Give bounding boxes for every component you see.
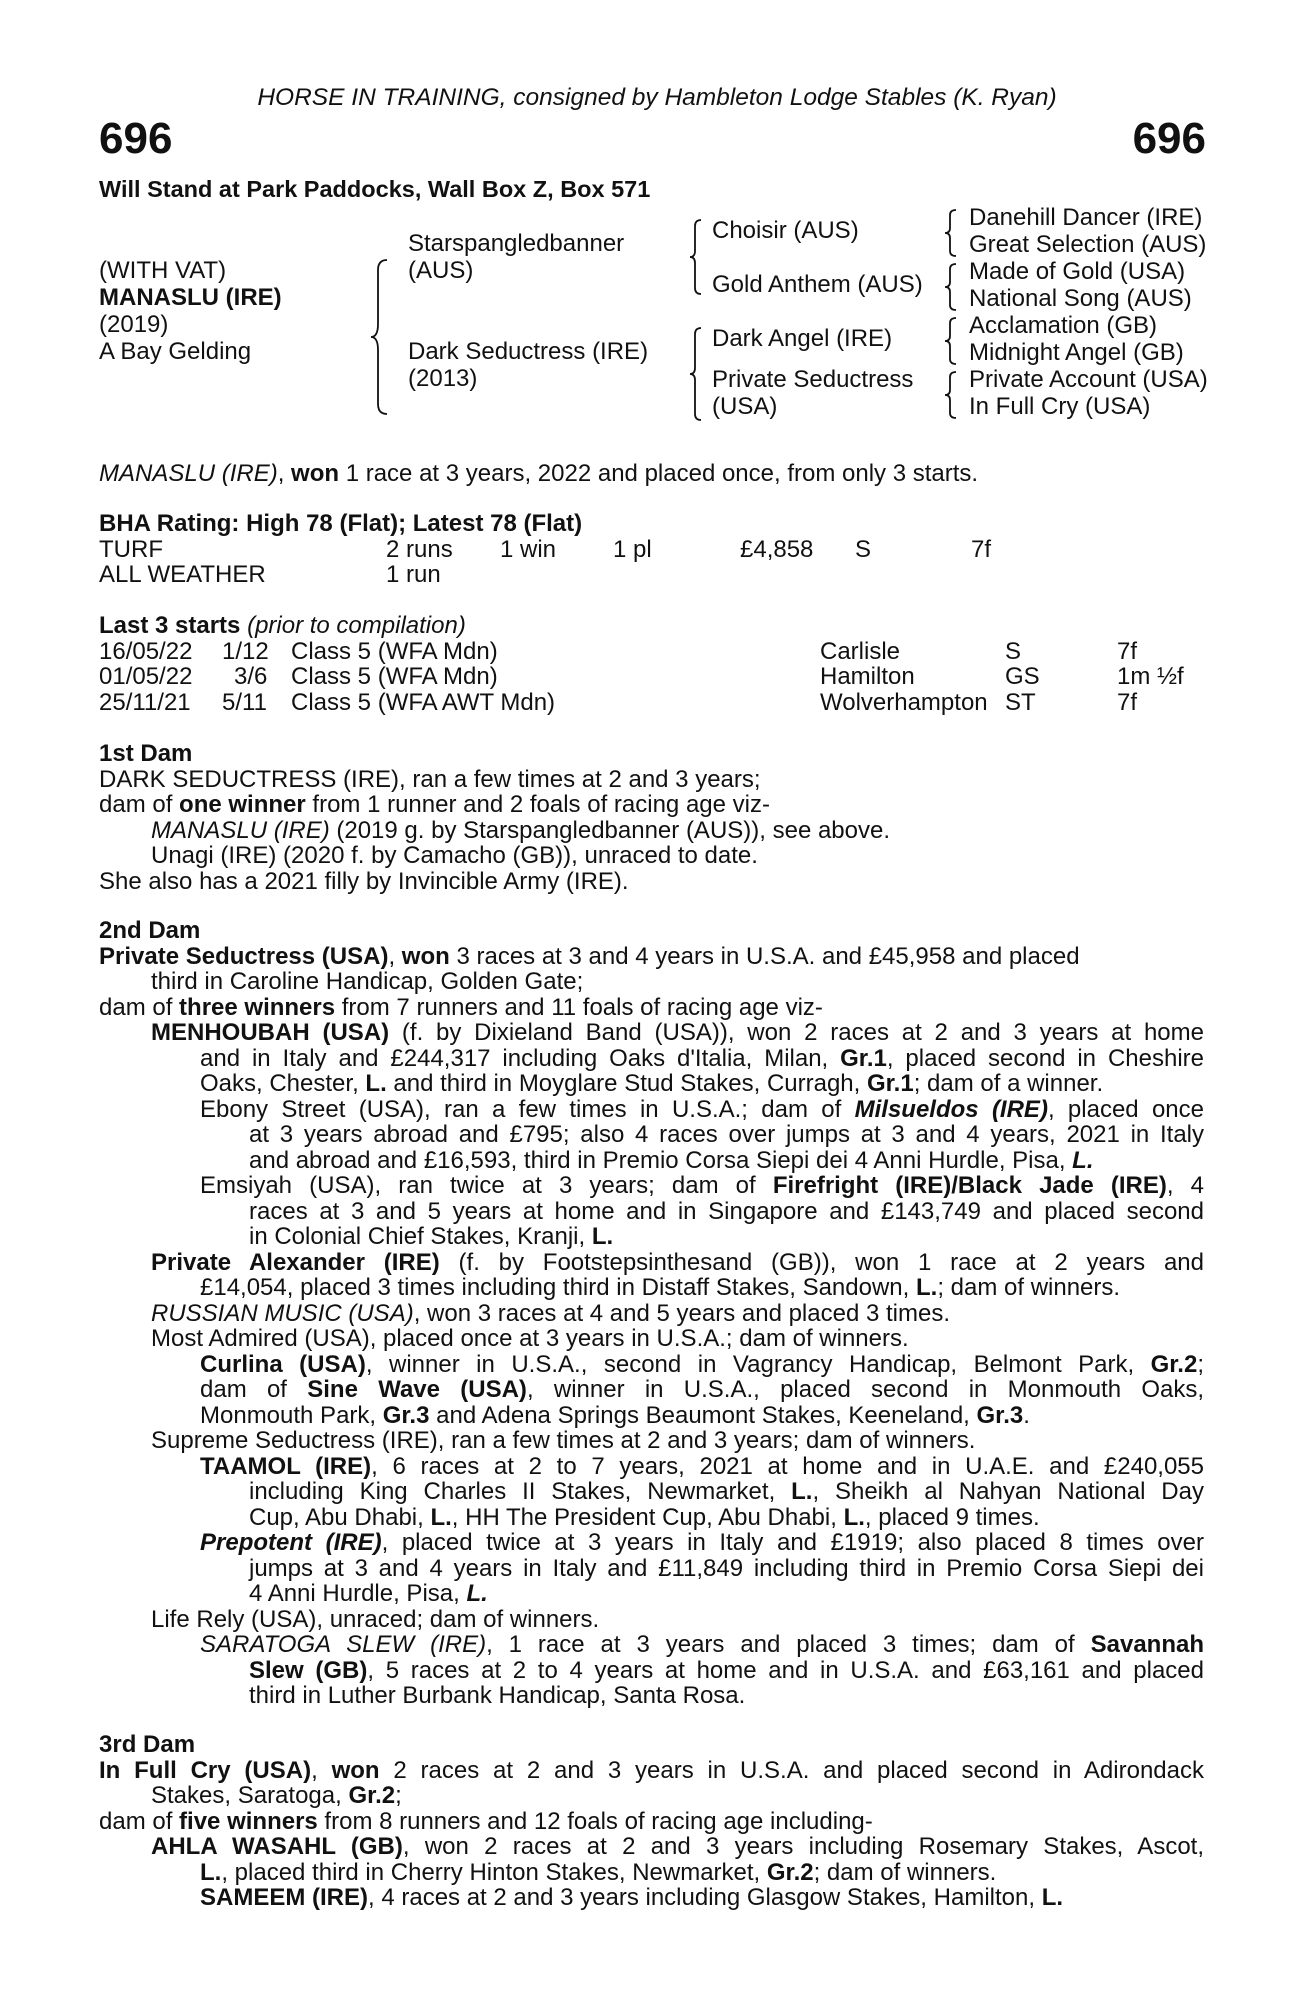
text-line: Oaks, Chester, L. and third in Moyglare Stud Stakes, Curragh, Gr.1; dam of a winner.: [200, 1070, 1104, 1097]
text-line: 1m ½f: [1117, 663, 1184, 690]
text-line: TURF: [99, 535, 163, 563]
text-line: dam of three winners from 7 runners and 11 foals of racing age viz-: [99, 993, 823, 1021]
lot-number-left: 696: [99, 114, 173, 163]
dam-sire: Dark Angel (IRE): [712, 325, 893, 352]
dam-dam-country: (USA): [712, 393, 778, 420]
text-line: MENHOUBAH (USA) (f. by Dixieland Band (USA)), won 2 races at 2 and 3 years at home: [151, 1019, 1204, 1046]
sire-country: (AUS): [408, 257, 474, 284]
text-line: £4,858: [740, 535, 814, 563]
text-line: Hamilton: [820, 663, 915, 690]
text-line: 1 run: [386, 561, 441, 588]
text-line: Private Seductress (USA), won 3 races at 3 and 4 years in U.S.A. and £45,958 and placed: [99, 942, 1080, 970]
last-starts-title: Last 3 starts (prior to compilation): [99, 612, 466, 639]
first-dam-title: 1st Dam: [99, 740, 193, 767]
g3-ancestor: National Song (AUS): [969, 285, 1192, 312]
text-line: £14,054, placed 3 times including third in Distaff Stakes, Sandown, L.; dam of winners.: [200, 1274, 1121, 1301]
text-line: SARATOGA SLEW (IRE), 1 race at 3 years and placed 3 times; dam of Savannah: [200, 1631, 1204, 1658]
text-line: Emsiyah (USA), ran twice at 3 years; dam of Firefright (IRE)/Black Jade (IRE), 4: [200, 1172, 1205, 1199]
text-line: Life Rely (USA), unraced; dam of winners.: [151, 1605, 600, 1633]
text-line: ST: [1005, 688, 1036, 716]
dam-dam-name: Private Seductress: [712, 366, 914, 393]
text-line: 7f: [1117, 637, 1138, 665]
pedigree-brace-g3-1: [944, 208, 958, 258]
horse-year: (2019): [99, 311, 169, 338]
third-dam-section: [99, 1732, 1204, 1911]
race-summary: MANASLU (IRE), won 1 race at 3 years, 2022 and placed once, from only 3 starts.: [99, 460, 979, 487]
text-line: 25/11/21: [99, 688, 191, 716]
pedigree-brace-main: [370, 258, 390, 416]
text-line: Prepotent (IRE), placed twice at 3 years in Italy and £1919; also placed 8 times over: [200, 1529, 1204, 1556]
start-row: [99, 664, 1204, 690]
g3-ancestor: Acclamation (GB): [969, 312, 1158, 339]
text-line: Class 5 (WFA Mdn): [291, 637, 498, 665]
text-line: 4 Anni Hurdle, Pisa, L.: [249, 1580, 488, 1607]
text-line: GS: [1005, 663, 1040, 690]
text-line: Carlisle: [820, 637, 901, 665]
text-line: AHLA WASAHL (GB), won 2 races at 2 and 3 years including Rosemary Stakes, Ascot,: [151, 1833, 1204, 1860]
text-line: in Colonial Chief Stakes, Kranji, L.: [249, 1223, 614, 1250]
text-line: In Full Cry (USA), won 2 races at 2 and 3 years in U.S.A. and placed second in Adirondack: [99, 1756, 1204, 1784]
text-line: 2 runs: [386, 535, 453, 563]
text-line: ALL WEATHER: [99, 561, 266, 588]
lot-number-right: 696: [1132, 114, 1206, 163]
text-line: Stakes, Saratoga, Gr.2;: [151, 1782, 402, 1809]
g3-ancestor: Great Selection (AUS): [969, 231, 1207, 258]
g3-ancestor: Private Account (USA): [969, 366, 1208, 393]
rating-section: [99, 511, 1204, 588]
text-line: including King Charles II Stakes, Newmarket, L., Sheikh al Nahyan National Day: [249, 1478, 1204, 1505]
text-line: Most Admired (USA), placed once at 3 years in U.S.A.; dam of winners.: [151, 1325, 909, 1352]
text-line: races at 3 and 5 years at home and in Singapore and £143,749 and placed second: [249, 1197, 1204, 1225]
dam-name: Dark Seductress (IRE): [408, 338, 649, 365]
consignment-line: HORSE IN TRAINING, consigned by Hambleton Lodge Stables (K. Ryan): [257, 84, 1057, 111]
text-line: third in Luther Burbank Handicap, Santa Rosa.: [249, 1682, 746, 1709]
text-line: dam of five winners from 8 runners and 12 foals of racing age including-: [99, 1807, 873, 1835]
text-line: 7f: [1117, 688, 1138, 716]
dam-year: (2013): [408, 365, 478, 392]
text-line: Cup, Abu Dhabi, L., HH The President Cup, Abu Dhabi, L., placed 9 times.: [249, 1503, 1040, 1531]
text-line: RUSSIAN MUSIC (USA), won 3 races at 4 and 5 years and placed 3 times.: [151, 1299, 950, 1327]
g3-ancestor: Danehill Dancer (IRE): [969, 204, 1203, 231]
text-line: Ebony Street (USA), ran a few times in U.S.A.; dam of Milsueldos (IRE), placed once: [200, 1095, 1204, 1123]
text-line: Class 5 (WFA AWT Mdn): [291, 688, 556, 716]
horse-description: A Bay Gelding: [99, 338, 252, 365]
g3-ancestor: Midnight Angel (GB): [969, 339, 1184, 366]
text-line: dam of one winner from 1 runner and 2 foals of racing age viz-: [99, 791, 770, 818]
text-line: Private Alexander (IRE) (f. by Footstepsinthesand (GB)), won 1 race at 2 years and: [151, 1248, 1204, 1276]
rating-row: [99, 562, 1204, 588]
start-row: [99, 639, 1204, 665]
text-line: L., placed third in Cherry Hinton Stakes, Newmarket, Gr.2; dam of winners.: [200, 1858, 997, 1886]
last-starts-section: [99, 613, 1204, 715]
stand-location: Will Stand at Park Paddocks, Wall Box Z, Box 571: [99, 176, 651, 202]
text-line: Monmouth Park, Gr.3 and Adena Springs Beaumont Stakes, Keeneland, Gr.3.: [200, 1401, 1030, 1429]
sire-sire: Choisir (AUS): [712, 217, 859, 244]
text-line: 1 pl: [613, 535, 652, 563]
text-line: 5/11: [222, 688, 267, 716]
g3-ancestor: Made of Gold (USA): [969, 258, 1186, 285]
pedigree-brace-g3-3: [944, 316, 958, 366]
text-line: and abroad and £16,593, third in Premio Corsa Siepi dei 4 Anni Hurdle, Pisa, L.: [249, 1146, 1094, 1174]
g3-ancestor: In Full Cry (USA): [969, 393, 1151, 420]
pedigree-brace-sire: [689, 218, 703, 296]
text-line: third in Caroline Handicap, Golden Gate;: [151, 968, 584, 995]
text-line: 01/05/22: [99, 663, 193, 690]
text-line: She also has a 2021 filly by Invincible Army (IRE).: [99, 867, 629, 895]
pedigree-brace-g3-2: [944, 262, 958, 312]
text-line: Class 5 (WFA Mdn): [291, 663, 498, 690]
pedigree-brace-dam: [689, 326, 703, 422]
horse-name: MANASLU (IRE): [99, 284, 282, 311]
text-line: Unagi (IRE) (2020 f. by Camacho (GB)), unraced to date.: [151, 842, 758, 869]
text-line: Slew (GB), 5 races at 2 to 4 years at home and in U.S.A. and £63,161 and placed: [249, 1656, 1204, 1684]
text-line: 1/12: [222, 637, 269, 665]
text-line: Curlina (USA), winner in U.S.A., second in Vagrancy Handicap, Belmont Park, Gr.2;: [200, 1350, 1204, 1378]
text-line: jumps at 3 and 4 years in Italy and £11,849 including third in Premio Corsa Siepi dei: [249, 1554, 1204, 1582]
text-line: 16/05/22: [99, 637, 193, 665]
rating-row: [99, 537, 1204, 563]
text-line: and in Italy and £244,317 including Oaks d'Italia, Milan, Gr.1, placed second in Cheshire: [200, 1044, 1204, 1072]
first-dam-section: [99, 741, 1204, 894]
pedigree-brace-g3-4: [944, 370, 958, 420]
text-line: 1 win: [500, 535, 557, 563]
text-line: 3/6: [234, 663, 268, 690]
rating-title: BHA Rating: High 78 (Flat); Latest 78 (Flat): [99, 510, 583, 537]
text-line: S: [855, 535, 872, 563]
text-line: DARK SEDUCTRESS (IRE), ran a few times at 2 and 3 years;: [99, 765, 761, 793]
text-line: 7f: [971, 535, 992, 563]
start-row: [99, 690, 1204, 716]
third-dam-title: 3rd Dam: [99, 1731, 196, 1758]
sire-name: Starspangledbanner: [408, 230, 625, 257]
text-line: dam of Sine Wave (USA), winner in U.S.A., placed second in Monmouth Oaks,: [200, 1376, 1205, 1403]
text-line: SAMEEM (IRE), 4 races at 2 and 3 years including Glasgow Stakes, Hamilton, L.: [200, 1884, 1064, 1911]
text-line: Supreme Seductress (IRE), ran a few times at 2 and 3 years; dam of winners.: [151, 1427, 976, 1454]
second-dam-section: [99, 918, 1204, 1709]
text-line: Wolverhampton: [820, 688, 988, 716]
text-line: TAAMOL (IRE), 6 races at 2 to 7 years, 2021 at home and in U.A.E. and £240,055: [200, 1452, 1204, 1480]
second-dam-title: 2nd Dam: [99, 917, 201, 944]
vat-label: (WITH VAT): [99, 257, 227, 284]
text-line: MANASLU (IRE) (2019 g. by Starspangledbanner (AUS)), see above.: [151, 816, 891, 844]
text-line: S: [1005, 637, 1022, 665]
text-line: at 3 years abroad and £795; also 4 races over jumps at 3 and 4 years, 2021 in Italy: [249, 1121, 1204, 1148]
sire-dam: Gold Anthem (AUS): [712, 271, 923, 298]
